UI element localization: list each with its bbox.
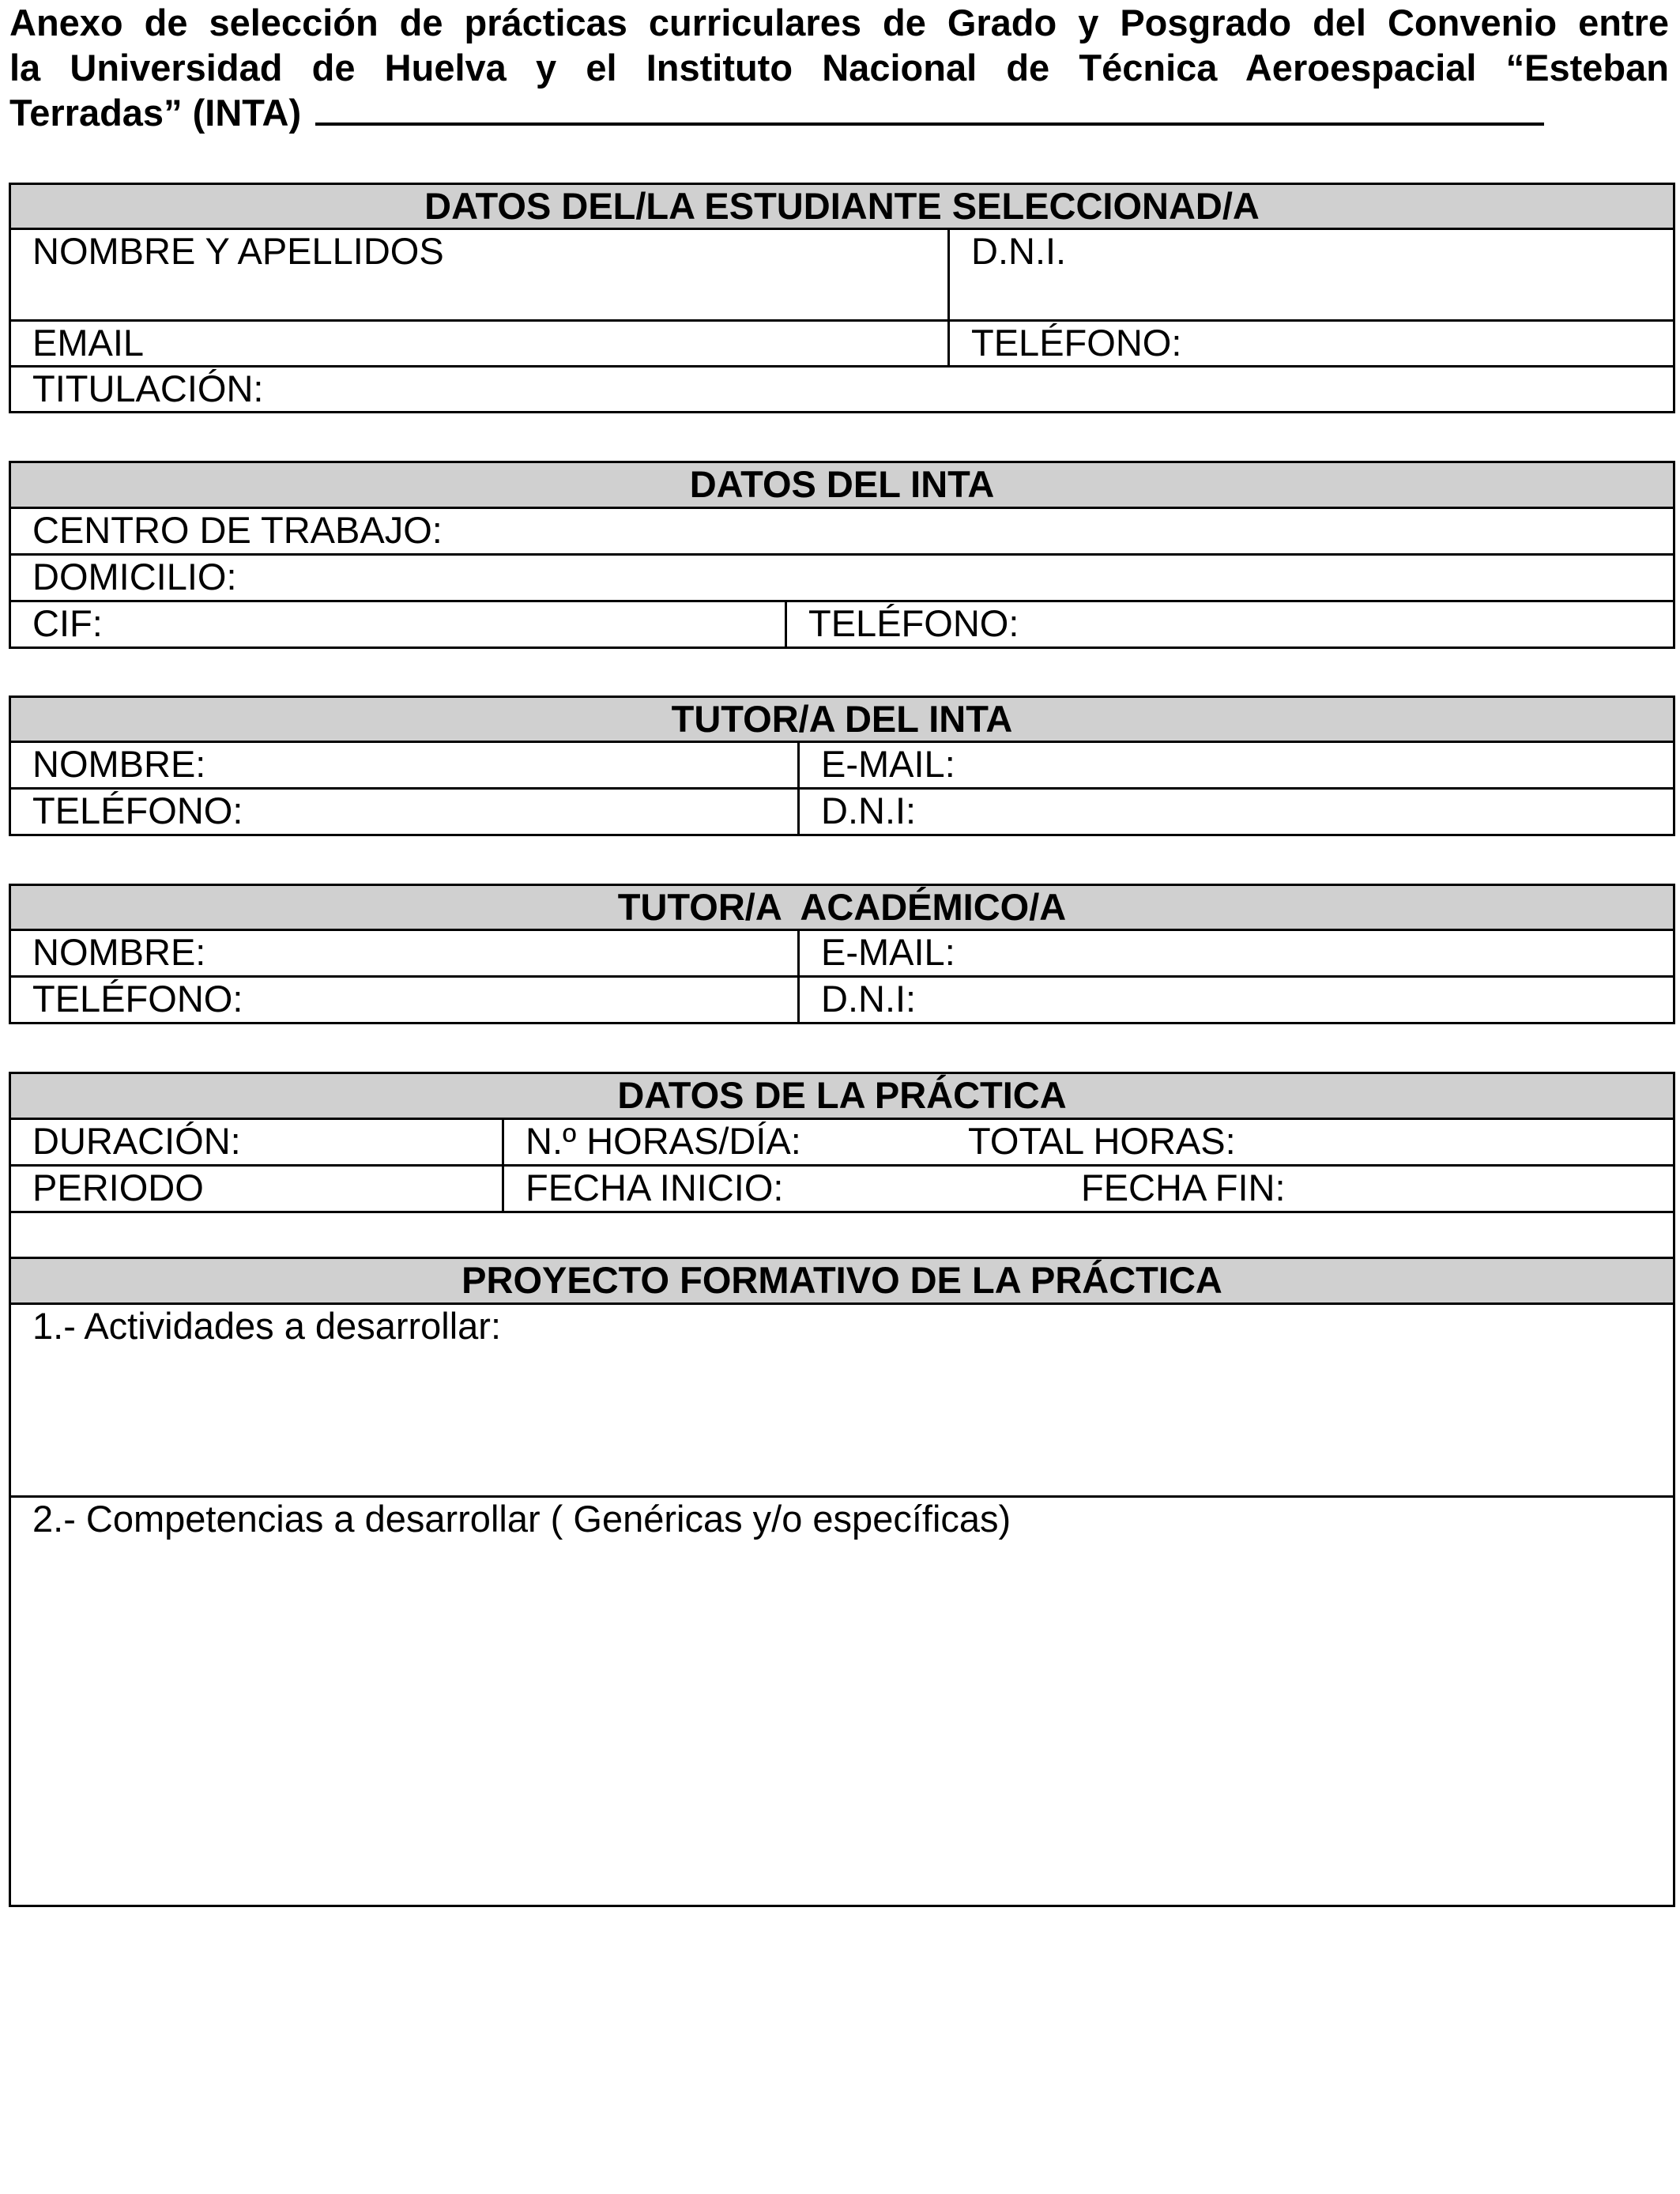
academic-tutor-name-field[interactable]: NOMBRE:	[10, 930, 799, 977]
inta-section-header: DATOS DEL INTA	[10, 462, 1674, 508]
inta-tutor-section-header: TUTOR/A DEL INTA	[10, 697, 1674, 742]
student-phone-field[interactable]: TELÉFONO:	[949, 321, 1674, 367]
internship-section-header: DATOS DE LA PRÁCTICA	[10, 1073, 1674, 1119]
inta-tutor-dni-field[interactable]: D.N.I:	[799, 789, 1674, 835]
empty-row[interactable]	[10, 1212, 1674, 1258]
inta-data-table	[9, 461, 1675, 649]
duration-field[interactable]: DURACIÓN:	[10, 1119, 503, 1166]
academic-tutor-table	[9, 884, 1675, 1024]
end-date-label: FECHA FIN:	[1081, 1167, 1286, 1208]
student-name-field[interactable]: NOMBRE Y APELLIDOS	[10, 229, 949, 321]
title-line-1: Anexo de selección de prácticas curriculares de Grado y Posgrado del Convenio entre	[9, 2, 1669, 43]
hours-per-day-label: N.º HORAS/DÍA:	[525, 1120, 801, 1162]
activities-field[interactable]: 1.- Actividades a desarrollar:	[10, 1304, 1674, 1497]
academic-tutor-phone-field[interactable]: TELÉFONO:	[10, 977, 799, 1023]
inta-tutor-name-field[interactable]: NOMBRE:	[10, 742, 799, 789]
academic-tutor-dni-field[interactable]: D.N.I:	[799, 977, 1674, 1023]
student-data-table	[9, 183, 1675, 413]
student-email-field[interactable]: EMAIL	[10, 321, 949, 367]
inta-phone-field[interactable]: TELÉFONO:	[786, 601, 1674, 648]
inta-tutor-phone-field[interactable]: TELÉFONO:	[10, 789, 799, 835]
hours-field-cell[interactable]	[503, 1119, 1674, 1166]
inta-address-field[interactable]: DOMICILIO:	[10, 555, 1674, 601]
competencies-field[interactable]: 2.- Competencias a desarrollar ( Genéricas y/o específicas)	[10, 1497, 1674, 1906]
academic-tutor-email-field[interactable]: E-MAIL:	[799, 930, 1674, 977]
inta-cif-field[interactable]: CIF:	[10, 601, 786, 648]
title-line-3-text: Terradas” (INTA)	[9, 92, 302, 134]
start-date-label: FECHA INICIO:	[525, 1167, 784, 1208]
document-title	[9, 0, 1669, 135]
student-section-header: DATOS DEL/LA ESTUDIANTE SELECCIONAD/A	[10, 184, 1674, 229]
training-project-section-header: PROYECTO FORMATIVO DE LA PRÁCTICA	[10, 1258, 1674, 1304]
inta-tutor-email-field[interactable]: E-MAIL:	[799, 742, 1674, 789]
title-blank-line[interactable]	[315, 92, 1544, 126]
academic-tutor-section-header: TUTOR/A ACADÉMICO/A	[10, 885, 1674, 930]
inta-workplace-field[interactable]: CENTRO DE TRABAJO:	[10, 508, 1674, 555]
inta-tutor-table	[9, 696, 1675, 836]
internship-data-table	[9, 1072, 1675, 1907]
student-dni-field[interactable]: D.N.I.	[949, 229, 1674, 321]
title-line-2: la Universidad de Huelva y el Instituto Nacional de Técnica Aeroespacial “Esteban	[9, 47, 1669, 89]
student-degree-field[interactable]: TITULACIÓN:	[10, 367, 1674, 413]
title-line-3	[9, 90, 1669, 135]
total-hours-label: TOTAL HORAS:	[968, 1120, 1236, 1162]
dates-field-cell[interactable]	[503, 1166, 1674, 1212]
period-field[interactable]: PERIODO	[10, 1166, 503, 1212]
